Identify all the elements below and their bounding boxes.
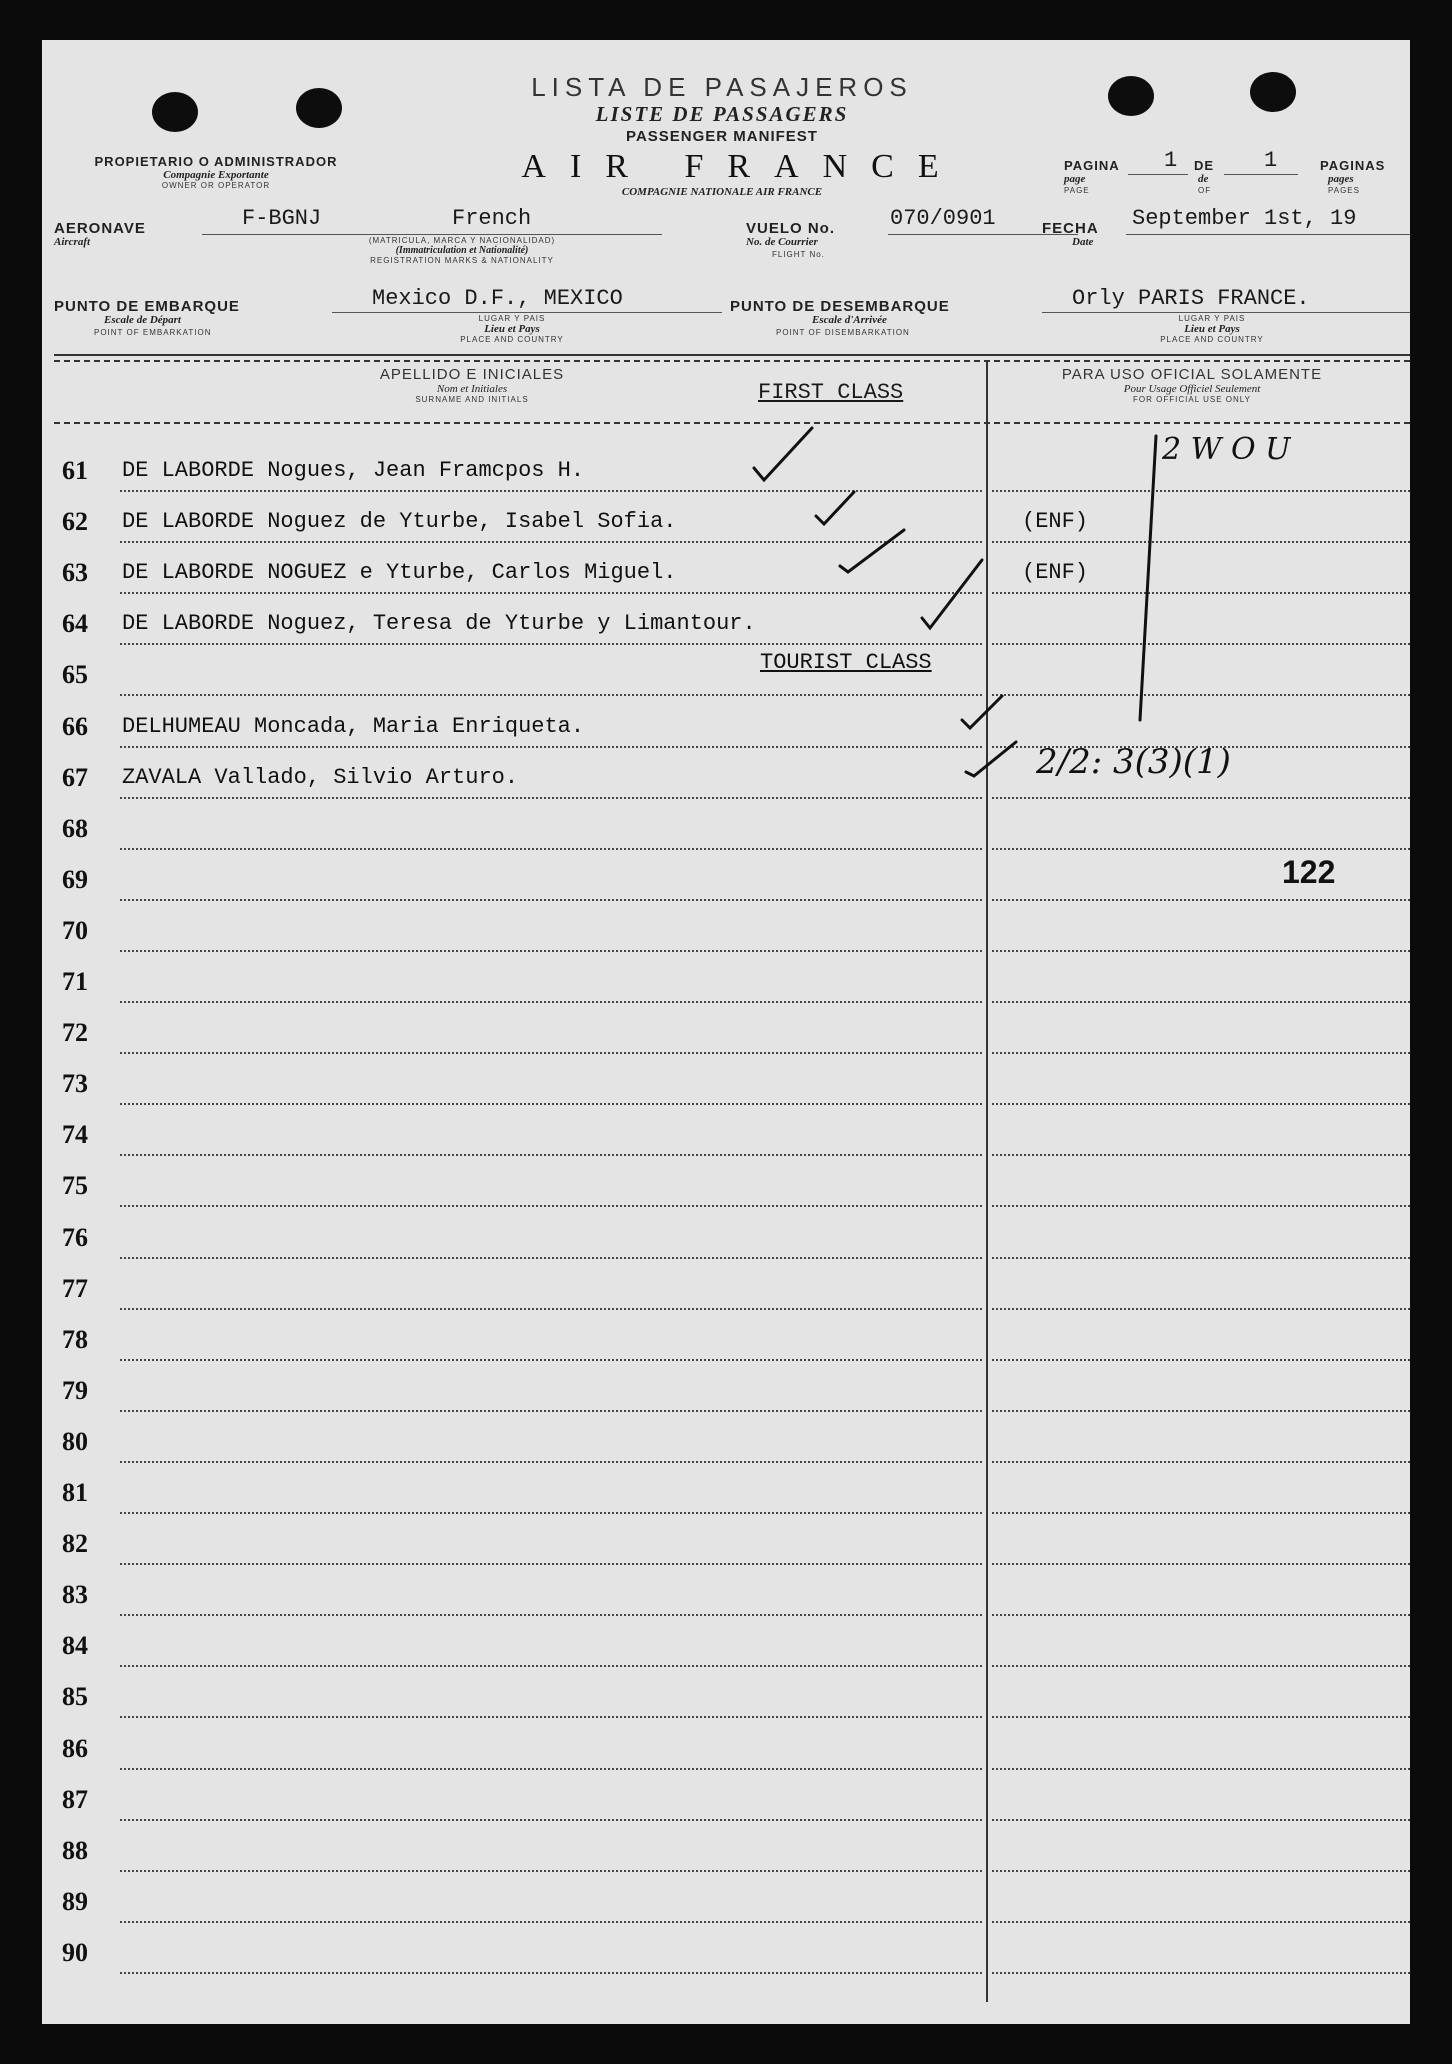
row-number: 64 bbox=[62, 609, 88, 639]
embarkation-place: Mexico D.F., MEXICO bbox=[372, 286, 623, 311]
aircraft-nationality: French bbox=[452, 206, 532, 231]
first-class-heading: FIRST CLASS bbox=[758, 380, 904, 405]
airline-name: AIR FRANCE bbox=[521, 148, 963, 185]
passenger-name: DE LABORDE Nogues, Jean Framcpos H. bbox=[122, 458, 585, 483]
embarkation-label: PUNTO DE EMBARQUE bbox=[54, 298, 240, 315]
aircraft-hint-fr: (Immatriculation et Nationalité) bbox=[395, 245, 529, 256]
row-number: 89 bbox=[62, 1886, 88, 1916]
disembarkation-label-fr: Escale d'Arrivée bbox=[812, 314, 887, 326]
owner-label-fr: Compagnie Exportante bbox=[163, 169, 269, 181]
row-number: 90 bbox=[62, 1937, 88, 1967]
row-number: 63 bbox=[62, 558, 88, 588]
name-header-fr: Nom et Initiales bbox=[436, 383, 508, 395]
row-number: 66 bbox=[62, 711, 88, 741]
flight-label-en: FLIGHT No. bbox=[772, 250, 825, 259]
title-spanish: LISTA DE PASAJEROS bbox=[531, 72, 913, 102]
title-english: PASSENGER MANIFEST bbox=[626, 128, 818, 145]
owner-label-en: OWNER OR OPERATOR bbox=[161, 181, 271, 190]
row-number: 79 bbox=[62, 1375, 88, 1405]
of-label-en: OF bbox=[1198, 186, 1212, 195]
row-number: 81 bbox=[62, 1478, 88, 1507]
page-label-fr: page bbox=[1064, 173, 1086, 185]
check-mark-63 bbox=[840, 530, 904, 572]
check-mark-61 bbox=[754, 428, 812, 480]
passenger-name: DE LABORDE Noguez de Yturbe, Isabel Sofia. bbox=[122, 509, 677, 535]
row-number: 87 bbox=[62, 1784, 88, 1814]
row-number: 80 bbox=[62, 1426, 88, 1456]
row-number: 86 bbox=[62, 1733, 88, 1763]
name-header-en: SURNAME AND INITIALS bbox=[415, 395, 529, 404]
of-label-fr: de bbox=[1198, 173, 1209, 185]
stamped-page-number: 122 bbox=[1282, 854, 1336, 890]
row-number: 78 bbox=[62, 1324, 88, 1354]
embarkation-hint-es: LUGAR Y PAIS bbox=[478, 314, 546, 323]
row-number: 77 bbox=[62, 1273, 88, 1303]
row-number: 71 bbox=[62, 967, 88, 996]
pages-label-en: PAGES bbox=[1328, 186, 1360, 195]
name-header-es: APELLIDO E INICIALES bbox=[379, 366, 565, 383]
row-number: 65 bbox=[62, 660, 88, 690]
passenger-name: DE LABORDE NOGUEZ e Yturbe, Carlos Miguel. bbox=[122, 560, 677, 586]
disembarkation-label: PUNTO DE DESEMBARQUE bbox=[730, 298, 950, 315]
official-remark: (ENF) bbox=[1022, 560, 1089, 586]
of-label: DE bbox=[1194, 158, 1215, 173]
disembarkation-hint-es: LUGAR Y PAIS bbox=[1178, 314, 1246, 323]
row-number: 67 bbox=[62, 762, 88, 792]
row-number: 85 bbox=[62, 1682, 88, 1712]
page-label-en: PAGE bbox=[1064, 186, 1090, 195]
row-number: 74 bbox=[62, 1120, 88, 1150]
row-number: 88 bbox=[62, 1835, 88, 1865]
embarkation-hint-en: PLACE AND COUNTRY bbox=[460, 335, 564, 344]
flight-label: VUELO No. bbox=[746, 220, 836, 237]
passenger-name: ZAVALA Vallado, Silvio Arturo. bbox=[122, 764, 519, 790]
row-number: 82 bbox=[62, 1529, 88, 1559]
passenger-name: DE LABORDE Noguez, Teresa de Yturbe y Limantour. bbox=[122, 611, 756, 637]
aircraft-label: AERONAVE bbox=[54, 220, 146, 237]
row-number: 69 bbox=[62, 864, 88, 894]
row-number: 70 bbox=[62, 915, 88, 945]
embarkation-label-en: POINT OF EMBARKATION bbox=[94, 328, 212, 337]
aircraft-hint-en: REGISTRATION MARKS & NATIONALITY bbox=[370, 256, 554, 265]
aircraft-label-fr: Aircraft bbox=[54, 236, 91, 248]
handwritten-tally: 2/2: 3(3)(1) bbox=[1036, 742, 1231, 782]
airline-subtitle: COMPAGNIE NATIONALE AIR FRANCE bbox=[621, 186, 823, 198]
official-header-en: FOR OFFICIAL USE ONLY bbox=[1133, 395, 1251, 404]
tourist-class-heading: TOURIST CLASS bbox=[760, 650, 932, 676]
official-header-fr: Pour Usage Officiel Seulement bbox=[1123, 383, 1261, 395]
date-label-fr: Date bbox=[1072, 236, 1094, 248]
row-number: 75 bbox=[62, 1171, 88, 1201]
flight-number: 070/0901 bbox=[890, 206, 996, 231]
aircraft-registration: F-BGNJ bbox=[242, 206, 322, 231]
pages-label: PAGINAS bbox=[1320, 158, 1386, 173]
row-number: 76 bbox=[62, 1222, 88, 1252]
row-number: 62 bbox=[62, 507, 88, 537]
official-header-es: PARA USO OFICIAL SOLAMENTE bbox=[1061, 366, 1323, 383]
embarkation-label-fr: Escale de Départ bbox=[104, 314, 181, 326]
official-remark: (ENF) bbox=[1022, 509, 1089, 535]
row-number: 84 bbox=[62, 1631, 88, 1661]
official-vertical-stroke bbox=[1140, 436, 1156, 720]
handwritten-marks bbox=[42, 40, 1410, 2024]
owner-label: PROPIETARIO O ADMINISTRADOR bbox=[94, 154, 338, 169]
flight-date: September 1st, 19 bbox=[1132, 206, 1357, 231]
flight-label-fr: No. de Courrier bbox=[746, 236, 818, 248]
disembarkation-hint-en: PLACE AND COUNTRY bbox=[1160, 335, 1264, 344]
check-mark-64 bbox=[922, 560, 982, 628]
check-mark-66 bbox=[962, 696, 1002, 728]
disembarkation-hint-fr: Lieu et Pays bbox=[1184, 323, 1240, 335]
disembarkation-place: Orly PARIS FRANCE. bbox=[1072, 286, 1310, 311]
of-value: 1 bbox=[1264, 148, 1278, 173]
pages-label-fr: pages bbox=[1328, 173, 1354, 185]
title-french: LISTE DE PASSAGERS bbox=[595, 102, 849, 126]
check-mark-62 bbox=[816, 492, 854, 524]
date-label: FECHA bbox=[1042, 220, 1099, 237]
disembarkation-label-en: POINT OF DISEMBARKATION bbox=[776, 328, 910, 337]
handwritten-note-top: 2 W O U bbox=[1162, 432, 1291, 467]
row-number: 68 bbox=[62, 813, 88, 843]
passenger-name: DELHUMEAU Moncada, Maria Enriqueta. bbox=[122, 713, 585, 739]
row-number: 73 bbox=[62, 1069, 88, 1099]
row-number: 61 bbox=[62, 456, 88, 485]
page-value: 1 bbox=[1164, 148, 1178, 173]
page-label: PAGINA bbox=[1064, 158, 1120, 173]
aircraft-hint-es: (MATRICULA, MARCA Y NACIONALIDAD) bbox=[368, 236, 556, 245]
manifest-sheet bbox=[42, 40, 1410, 2024]
row-number: 72 bbox=[62, 1018, 88, 1048]
check-mark-67 bbox=[966, 742, 1016, 776]
row-number: 83 bbox=[62, 1580, 88, 1610]
embarkation-hint-fr: Lieu et Pays bbox=[484, 323, 540, 335]
